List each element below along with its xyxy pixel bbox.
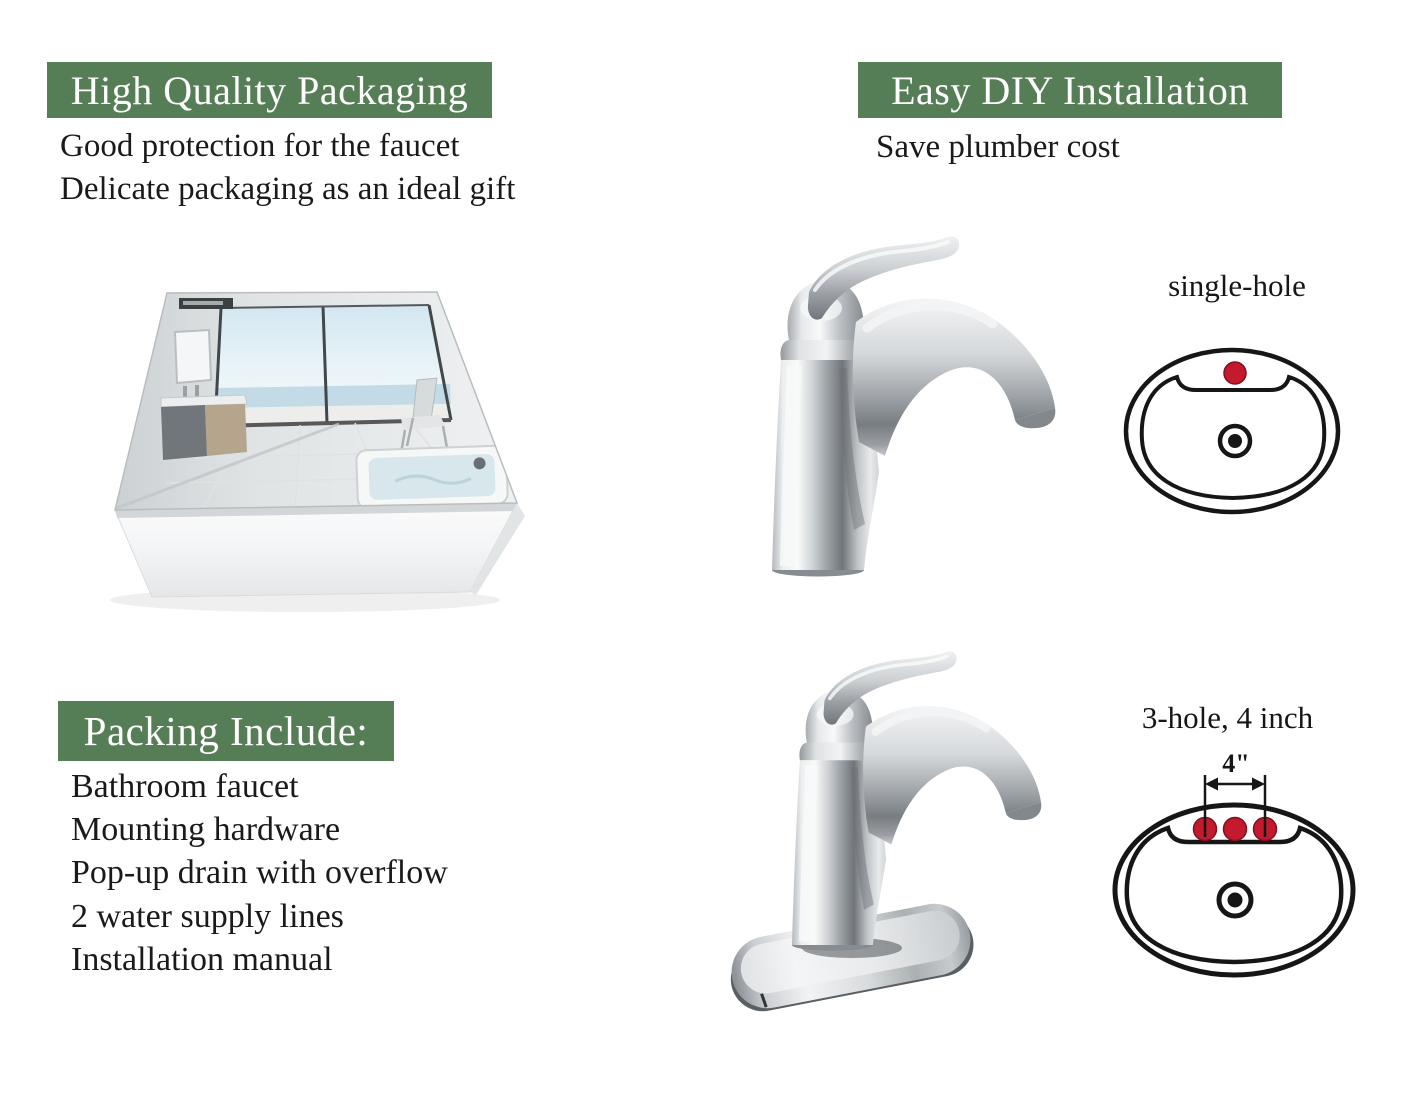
dimension-value: 4" <box>1222 749 1250 778</box>
packing-list-item: 2 water supply lines <box>71 898 344 935</box>
dimension-arrowhead-left <box>1205 778 1218 791</box>
packaging-benefit-line: Delicate packaging as an ideal gift <box>60 171 516 207</box>
header-label: Easy DIY Installation <box>891 67 1249 113</box>
packing-list-item: Pop-up drain with overflow <box>71 854 448 891</box>
single-hole-label: single-hole <box>1168 268 1306 303</box>
packing-list-item: Installation manual <box>71 941 333 978</box>
faucet-hole-dot <box>1224 362 1246 384</box>
scene-vanity-drawer <box>205 404 247 456</box>
box-lid-scene <box>95 268 535 528</box>
packaging-box-photo <box>95 268 535 618</box>
single-hole-sink-diagram <box>1110 336 1358 532</box>
easy-diy-installation-header <box>858 62 1282 118</box>
three-hole-sink-diagram <box>1100 742 1375 994</box>
three-hole-label: 3-hole, 4 inch <box>1141 700 1314 735</box>
drain-dot <box>1228 893 1243 908</box>
scene-vanity-cabinet <box>161 405 207 460</box>
high-quality-packaging-header <box>47 62 492 118</box>
packing-list-item: Bathroom faucet <box>71 768 299 805</box>
dimension-arrowhead-right <box>1252 778 1265 791</box>
installation-subtitle: Save plumber cost <box>876 129 1120 165</box>
packaging-benefit-line: Good protection for the faucet <box>60 128 460 164</box>
scene-bathtub <box>356 445 508 508</box>
drain-dot <box>1228 434 1242 448</box>
header-label: Packing Include: <box>83 708 369 754</box>
scene-mirror <box>175 330 211 383</box>
header-label: High Quality Packaging <box>70 67 469 113</box>
faucet-photo-single-hole <box>755 228 1075 588</box>
faucet-hole-dot-center <box>1224 818 1247 841</box>
faucet-photo-3-hole <box>712 630 1082 1042</box>
packing-list-item: Mounting hardware <box>71 811 341 848</box>
packing-include-header <box>58 701 394 761</box>
box-front-face <box>115 503 517 597</box>
